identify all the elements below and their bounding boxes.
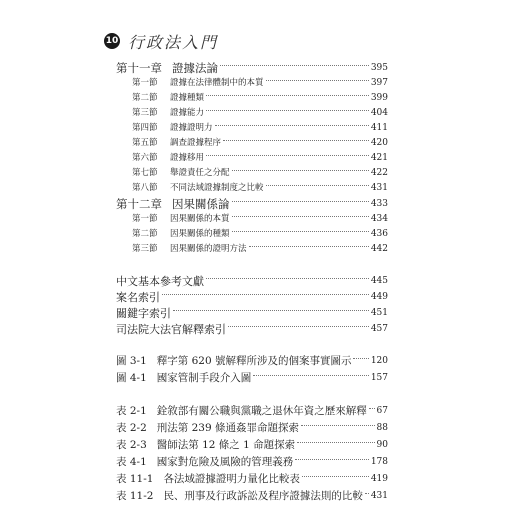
figure-title: 國家管制手段介入圖 — [156, 372, 252, 384]
page-ref: 411 — [370, 123, 388, 133]
dot-leader — [215, 125, 369, 126]
dot-leader — [162, 294, 369, 295]
toc-section[interactable] — [116, 242, 388, 257]
page-ref: 404 — [370, 108, 388, 118]
section-number: 第八節 — [132, 183, 158, 193]
toc-section[interactable] — [116, 212, 388, 227]
section-title: 證據證明力 — [170, 123, 213, 133]
toc-figure-entry[interactable] — [116, 370, 388, 387]
book-title-logo: 行政法入門 — [128, 32, 219, 52]
entry-title: 案名索引 — [116, 290, 160, 304]
figure-number: 圖 4-1 — [116, 372, 147, 384]
dot-leader — [266, 80, 369, 81]
table-title: 民、刑事及行政訴訟及程序證據法則的比較 — [163, 490, 363, 502]
table-number: 表 4-1 — [116, 456, 147, 468]
section-number: 第二節 — [132, 93, 158, 103]
spacer — [116, 257, 388, 273]
section-number: 第一節 — [132, 78, 158, 88]
page-ref: 399 — [370, 93, 388, 103]
toc-table-entry[interactable] — [116, 471, 388, 488]
dot-leader — [206, 110, 369, 111]
figure-title: 釋字第 620 號解釋所涉及的個案事實圖示 — [156, 355, 352, 367]
page-ref: 419 — [370, 474, 388, 484]
page-ref: 451 — [370, 307, 388, 318]
section-title: 證據移用 — [170, 153, 205, 163]
toc-section[interactable] — [116, 91, 388, 106]
page-ref: 90 — [376, 440, 388, 450]
toc-section[interactable] — [116, 121, 388, 136]
entry-title: 司法院大法官解釋索引 — [116, 322, 226, 336]
dot-leader — [365, 493, 369, 494]
spacer — [116, 387, 388, 403]
toc-table-entry[interactable] — [116, 420, 388, 437]
figure-number: 圖 3-1 — [116, 355, 147, 367]
dot-leader — [206, 95, 369, 96]
table-number: 表 11-1 — [116, 473, 154, 485]
section-title: 因果關係的證明方法 — [170, 244, 247, 254]
page-ref: 442 — [370, 244, 388, 254]
page-ref: 445 — [370, 275, 388, 286]
chapter-title: 證據法論 — [172, 60, 218, 75]
toc-reference-entry[interactable] — [116, 321, 388, 337]
section-title: 證據在法律體制中的本質 — [170, 78, 264, 88]
section-number: 第一節 — [132, 214, 158, 224]
page-ref: 431 — [370, 491, 388, 501]
section-title: 證據能力 — [170, 108, 205, 118]
section-title: 調查證據程序 — [170, 138, 222, 148]
dot-leader — [228, 326, 369, 327]
toc-chapter-11[interactable] — [116, 60, 388, 76]
section-title: 舉證責任之分配 — [170, 168, 230, 178]
section-number: 第五節 — [132, 138, 158, 148]
dot-leader — [295, 459, 369, 460]
table-title: 銓敘部有關公職與黨職之退休年資之歷來解釋 — [156, 405, 367, 417]
toc-figure-entry[interactable] — [116, 353, 388, 370]
chapter-number: 第十二章 — [116, 196, 162, 211]
toc-section[interactable] — [116, 136, 388, 151]
dot-leader — [206, 278, 369, 279]
dot-leader — [297, 442, 374, 443]
dot-leader — [302, 476, 369, 477]
dot-leader — [232, 201, 369, 202]
toc-section[interactable] — [116, 106, 388, 121]
page-ref: 436 — [370, 229, 388, 239]
section-number: 第二節 — [132, 229, 158, 239]
toc-table-entry[interactable] — [116, 403, 388, 420]
chapter-title: 因果關係論 — [172, 196, 230, 211]
table-number: 表 2-1 — [116, 405, 147, 417]
page-ref: 67 — [376, 406, 388, 416]
section-number: 第三節 — [132, 244, 158, 254]
page-ref: 431 — [370, 183, 388, 193]
dot-leader — [232, 216, 369, 217]
toc-section[interactable] — [116, 181, 388, 196]
page-ref: 457 — [370, 323, 388, 334]
page-ref: 449 — [370, 291, 388, 302]
toc-reference-entry[interactable] — [116, 289, 388, 305]
toc-reference-entry[interactable] — [116, 273, 388, 289]
dot-leader — [253, 375, 369, 376]
dot-leader — [232, 170, 369, 171]
toc-table-entry[interactable] — [116, 454, 388, 471]
dot-leader — [369, 408, 375, 409]
dot-leader — [353, 358, 368, 359]
page-ref: 178 — [370, 457, 388, 467]
table-title: 醫師法第 12 條之 1 命題探索 — [156, 439, 296, 451]
dot-leader — [173, 310, 369, 311]
table-title: 各法域證據證明力量化比較表 — [163, 473, 300, 485]
table-title: 刑法第 239 條通姦罪命題探索 — [156, 422, 299, 434]
page-header — [104, 30, 218, 52]
toc-chapter-12[interactable] — [116, 196, 388, 212]
section-title: 因果關係的本質 — [170, 214, 230, 224]
section-number: 第七節 — [132, 168, 158, 178]
dot-leader — [249, 246, 369, 247]
table-number: 表 2-2 — [116, 422, 147, 434]
dot-leader — [301, 425, 375, 426]
chapter-number: 第十一章 — [116, 60, 162, 75]
section-title: 因果關係的種類 — [170, 229, 230, 239]
dot-leader — [206, 155, 369, 156]
page-ref: 397 — [370, 78, 388, 88]
spacer — [116, 337, 388, 353]
section-number: 第四節 — [132, 123, 158, 133]
page-ref: 422 — [370, 168, 388, 178]
section-number: 第六節 — [132, 153, 158, 163]
toc-section[interactable] — [116, 151, 388, 166]
dot-leader — [232, 231, 369, 232]
toc-table-entry[interactable] — [116, 437, 388, 454]
toc-section[interactable] — [116, 166, 388, 181]
section-title: 不同法域證據制度之比較 — [170, 183, 264, 193]
page-ref: 120 — [370, 356, 388, 366]
table-number: 表 2-3 — [116, 439, 147, 451]
table-title: 國家對危險及風險的管理義務 — [156, 456, 294, 468]
toc-reference-entry[interactable] — [116, 305, 388, 321]
table-of-contents — [116, 60, 388, 505]
dot-leader — [220, 65, 369, 66]
table-number: 表 11-2 — [116, 490, 154, 502]
page-number-badge: 10 — [104, 33, 120, 49]
toc-section[interactable] — [116, 227, 388, 242]
page-ref: 421 — [370, 153, 388, 163]
page-ref: 88 — [376, 423, 388, 433]
entry-title: 關鍵字索引 — [116, 306, 171, 320]
dot-leader — [223, 140, 369, 141]
page-ref: 157 — [370, 373, 388, 383]
page-ref: 420 — [370, 138, 388, 148]
entry-title: 中文基本參考文獻 — [116, 274, 204, 288]
toc-section[interactable] — [116, 76, 388, 91]
page-ref: 433 — [370, 198, 388, 209]
section-title: 證據種類 — [170, 93, 205, 103]
dot-leader — [266, 185, 369, 186]
section-number: 第三節 — [132, 108, 158, 118]
page-ref: 434 — [370, 214, 388, 224]
toc-table-entry[interactable] — [116, 488, 388, 505]
page-ref: 395 — [370, 62, 388, 73]
